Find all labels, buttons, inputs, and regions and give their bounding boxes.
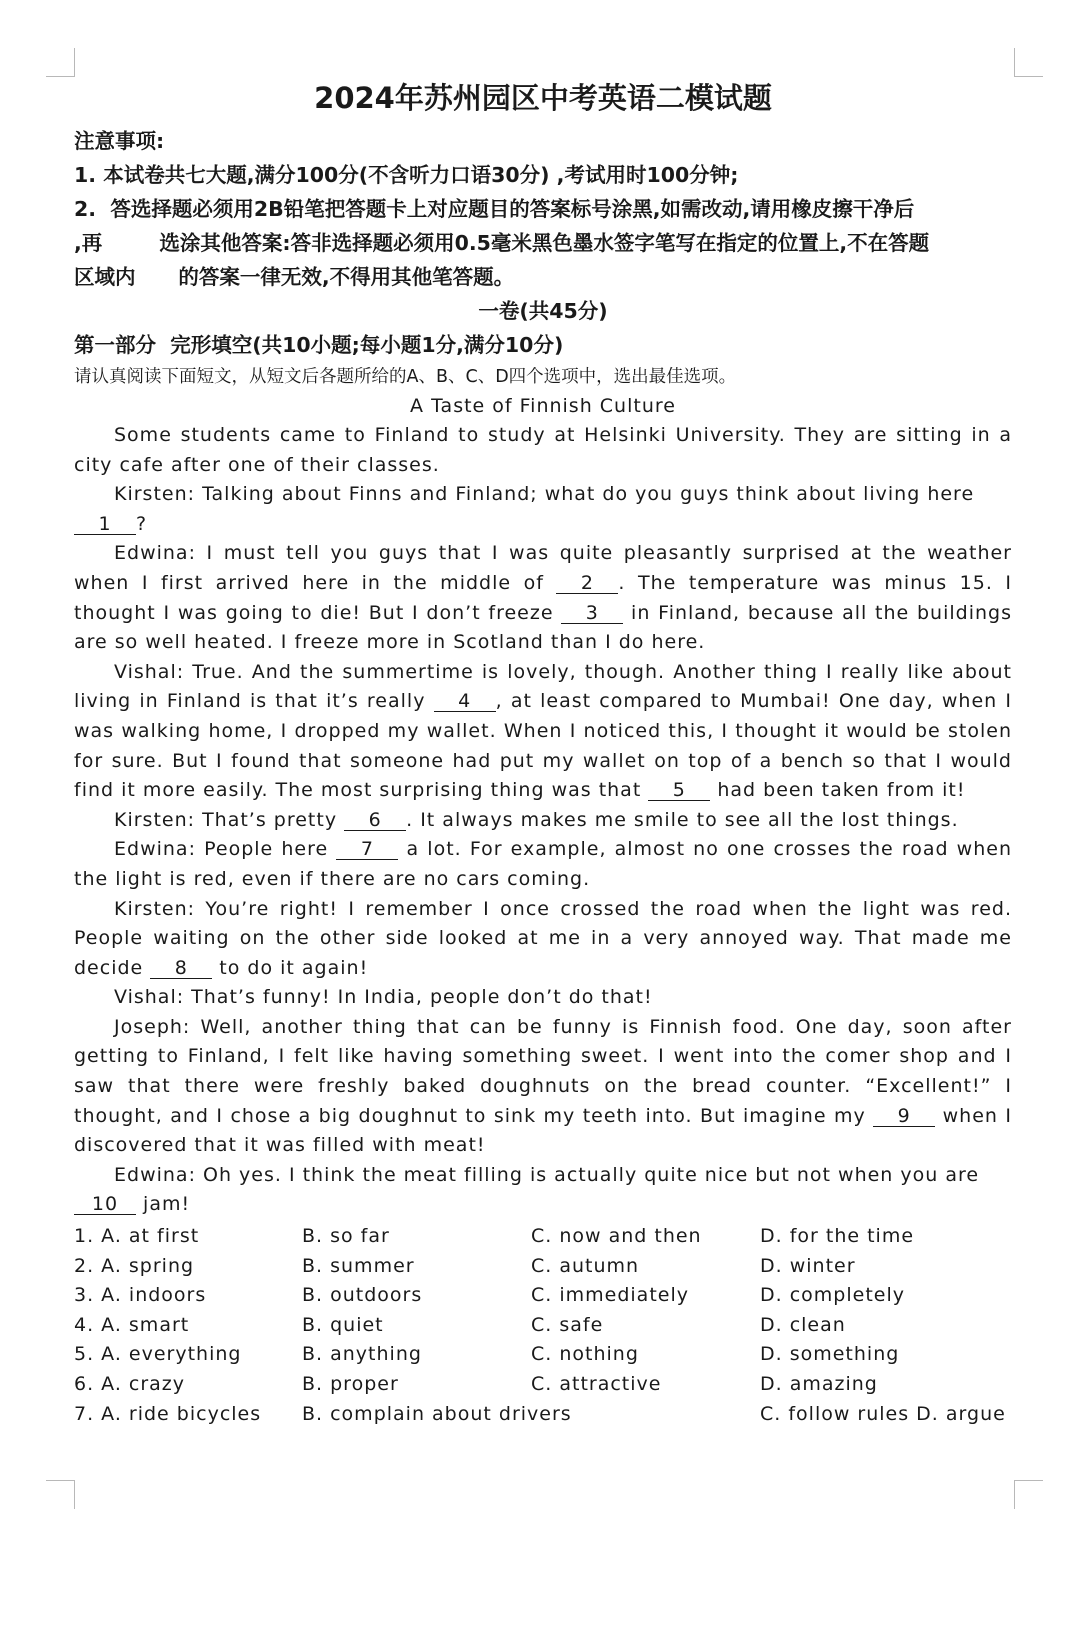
passage-text: Edwina: Oh yes. I think the meat filling is actually quite nice but not when you are	[114, 1163, 980, 1186]
exam-page	[74, 78, 1012, 1429]
option-row-4	[74, 1311, 1012, 1341]
blank-8: 8	[150, 958, 212, 979]
passage-text: Vishal: That’s funny! In India, people don’t do that!	[114, 986, 653, 1009]
passage-text: jam!	[136, 1193, 191, 1216]
passage-paragraph-6	[74, 835, 1012, 894]
passage-text: to do it again!	[212, 956, 369, 979]
passage-text: Kirsten: You’re right! I remember I once crossed the road when the light was red. People waiting on the other side looked at me in a very annoyed way. That made me decide	[74, 897, 1012, 979]
option-item: D. amazing	[760, 1373, 878, 1395]
passage-paragraph-5	[74, 806, 1012, 836]
corner-mark-bottom-right	[1014, 1480, 1043, 1509]
passage-paragraph-10	[74, 1161, 1012, 1220]
option-item: 3. A. indoors	[74, 1284, 207, 1307]
option-row-5	[74, 1340, 1012, 1370]
volume-heading: 一卷(共45分)	[478, 299, 608, 323]
option-item: 5. A. everything	[74, 1343, 242, 1366]
blank-1: 1	[74, 514, 136, 535]
option-item: 6. A. crazy	[74, 1373, 186, 1395]
option-item: 4. A. smart	[74, 1313, 190, 1336]
option-item: B. summer	[302, 1254, 415, 1277]
option-item: 2. A. spring	[74, 1254, 195, 1277]
passage-paragraph-1	[74, 421, 1012, 480]
option-row-6	[74, 1370, 1012, 1400]
option-row-3	[74, 1281, 1012, 1311]
passage-paragraph-3	[74, 539, 1012, 657]
passage-text: Kirsten: Talking about Finns and Finland; what do you guys think about living here	[114, 483, 975, 506]
passage-text: in Finland, because all the buildings are so well heated. I freeze more in Scotland than I do here.	[74, 601, 1012, 654]
option-item: D. clean	[760, 1313, 846, 1336]
passage-paragraph-8	[74, 983, 1012, 1013]
blank-9: 9	[873, 1106, 935, 1127]
passage-paragraph-4	[74, 658, 1012, 806]
notes-item-2-line-1: 2. 答选择题必须用2B铅笔把答题卡上对应题目的答案标号涂黑,如需改动,请用橡皮擦干净后	[74, 197, 915, 221]
passage-text: Edwina: I must tell you guys that I was quite pleasantly surprised at the weather when I first arrived here in the middle of	[74, 542, 1012, 594]
option-item: D. completely	[760, 1284, 905, 1307]
option-item: 1. A. at first	[74, 1225, 200, 1248]
blank-7: 7	[336, 839, 398, 860]
corner-mark-top-left	[46, 48, 75, 77]
option-item: C. nothing	[531, 1343, 639, 1366]
notes-heading: 注意事项:	[74, 129, 165, 153]
corner-mark-top-right	[1014, 48, 1043, 77]
option-item: C. attractive	[531, 1373, 662, 1395]
part1-heading: 第一部分 完形填空(共10小题;每小题1分,满分10分)	[74, 333, 564, 357]
part1-instruction: 请认真阅读下面短文，从短文后各题所给的A、B、C、D四个选项中，选出最佳选项。	[74, 367, 737, 387]
blank-4: 4	[434, 691, 496, 712]
passage-paragraph-9	[74, 1013, 1012, 1161]
option-item: B. proper	[302, 1373, 399, 1395]
passage-text: . The temperature was minus 15. I thought I was going to die! But I don’t freeze	[74, 571, 1012, 624]
option-item: D. winter	[760, 1254, 856, 1277]
option-item: C. autumn	[531, 1254, 640, 1277]
option-item: C. immediately	[531, 1284, 689, 1307]
passage-text: when I discovered that it was filled with meat!	[74, 1104, 1012, 1157]
passage-text: Vishal: True. And the summertime is lovely, though. Another thing I really like about living in Finland is that it’s really	[74, 660, 1012, 713]
option-item: D. something	[760, 1343, 900, 1366]
option-item: B. outdoors	[302, 1284, 423, 1307]
passage-text: Some students came to Finland to study at Helsinki University. They are sitting in a city cafe after one of their classes.	[74, 424, 1012, 476]
option-item: B. quiet	[302, 1313, 384, 1336]
page-title: 2024年苏州园区中考英语二模试题	[314, 81, 772, 115]
option-item: B. so far	[302, 1225, 390, 1248]
passage-title: A Taste of Finnish Culture	[410, 395, 676, 417]
passage-text: Kirsten: That’s pretty	[114, 808, 345, 831]
notes-item-1: 1. 本试卷共七大题,满分100分(不含听力口语30分) ,考试用时100分钟;	[74, 163, 739, 187]
blank-10: 10	[74, 1194, 136, 1215]
option-row-1	[74, 1222, 1012, 1252]
corner-mark-bottom-left	[46, 1480, 75, 1509]
blank-6: 6	[344, 810, 406, 831]
option-item: D. for the time	[760, 1225, 915, 1248]
option-row-2	[74, 1252, 1012, 1282]
passage-text: a lot. For example, almost no one crosses the road when the light is red, even if there are no cars coming.	[74, 838, 1012, 890]
option-item: C. safe	[531, 1313, 604, 1336]
option-item: B. anything	[302, 1343, 422, 1366]
passage-text: Joseph: Well, another thing that can be funny is Finnish food. One day, soon after getting to Finland, I felt like having something sweet. I went into the comer shop and I saw that there were freshly baked doughnuts on the bread counter. “Excellent!” I thought, and I chose a big doughnut to sink my teeth into. But imagine my	[74, 1015, 1012, 1127]
passage-text: , at least compared to Mumbai! One day, when I was walking home, I dropped my wallet. When I noticed this, I thought it would be stolen for sure. But I found that someone had put my wallet on top of a bench so that I would find it more easily. The most surprising thing was that	[74, 690, 1012, 802]
answer-options	[74, 1222, 1012, 1429]
blank-2: 2	[556, 573, 618, 594]
notes-item-2-line-3: 区域内 的答案一律无效,不得用其他笔答题。	[74, 265, 515, 289]
passage-text: Edwina: People here	[114, 838, 337, 861]
passage-text: ?	[136, 512, 148, 535]
option-item: C. follow rules D. argue	[760, 1402, 1006, 1425]
blank-3: 3	[561, 603, 623, 624]
passage-paragraph-7	[74, 895, 1012, 984]
option-item: C. now and then	[531, 1225, 702, 1248]
passage-text: . It always makes me smile to see all the lost things.	[406, 808, 959, 831]
blank-5: 5	[648, 780, 710, 801]
option-item: B. complain about drivers	[302, 1402, 572, 1425]
option-item: 7. A. ride bicycles	[74, 1402, 262, 1425]
option-row-7	[74, 1400, 1012, 1430]
passage-text: had been taken from it!	[710, 779, 966, 802]
passage-paragraph-2	[74, 480, 1012, 539]
notes-item-2-line-2: ,再 选涂其他答案:答非选择题必须用0.5毫米黑色墨水签字笔写在指定的位置上,不在答题	[74, 231, 930, 255]
